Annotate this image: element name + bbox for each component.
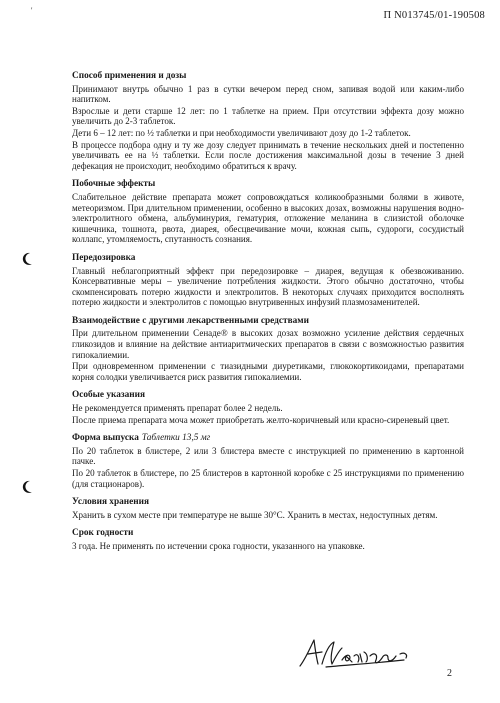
section-interactions <box>72 316 464 383</box>
paragraph: Дети 6 – 12 лет: по ½ таблетки и при необходимости увеличивают дозу до 1-2 таблеток. <box>72 127 411 138</box>
paragraph: При одновременном применении с тиазидными диуретиками, глюкокортикоидами, препаратами корня солодки увеличивается риск развития гипокалиемии. <box>72 361 464 382</box>
section-heading: Способ применения и дозы <box>72 71 187 81</box>
paragraph: После приема препарата моча может приобретать желто-коричневый или красно-сиреневый цвет. <box>72 414 450 425</box>
section-heading: Условия хранения <box>72 497 150 508</box>
section-heading: Срок годности <box>72 528 134 539</box>
section-heading: Взаимодействие с другими лекарственными средствами <box>72 315 309 326</box>
paragraph: Не рекомендуется применять препарат более 2 недель. <box>72 403 283 414</box>
section-shelf-life <box>72 528 464 551</box>
section-heading: Особые указания <box>72 390 146 401</box>
punch-hole-mark <box>20 252 34 266</box>
paragraph: При длительном применении Сенаде® в высоких дозах возможно усиление действия сердечных гликозидов и влияние на действие антиаритмических препаратов в связи с возможностью развития гипокалиемии. <box>72 328 464 360</box>
handwritten-signature <box>296 636 412 670</box>
paragraph: Взрослые и дети старше 12 лет: по 1 таблетке на прием. При отсутствии эффекта дозу можно увеличить до 2-3 таблеток. <box>72 105 464 127</box>
paragraph: Принимают внутрь обычно 1 раз в сутки вечером перед сном, запивая водой или каким-либо напитком. <box>72 83 464 105</box>
page-number: 2 <box>447 668 452 679</box>
section-heading <box>72 433 464 444</box>
section-subheading: Таблетки 13,5 мг <box>141 433 211 444</box>
punch-hole-mark <box>20 480 34 494</box>
section-dosage <box>72 71 464 171</box>
section-heading: Побочные эффекты <box>72 179 156 190</box>
section-special-notes <box>72 390 464 425</box>
paragraph: Главный неблагоприятный эффект при передозировке – диарея, ведущая к обезвоживанию. Консервативные меры – увеличение потребления жидкости. Этого обычно достаточно, чтобы скомпенсировать потерю жидкости и электролитов. В некоторых случаях приходится восполнять потерю жидкости и электролитов с помощью внутривенных инфузий плазмозаменителей. <box>72 265 464 308</box>
section-overdose <box>72 253 464 308</box>
paragraph: 3 года. Не применять по истечении срока годности, указанного на упаковке. <box>72 540 365 551</box>
instruction-body <box>72 71 464 560</box>
paragraph: Хранить в сухом месте при температуре не выше 30°С. Хранить в местах, недоступных детям. <box>72 509 438 520</box>
registration-number: П N013745/01-190508 <box>383 10 485 21</box>
section-heading-text: Форма выпуска <box>72 433 139 444</box>
scan-tick-mark: ' <box>31 6 33 15</box>
paragraph: Слабительное действие препарата может сопровождаться коликообразными болями в животе, метеоризмом. При длительном применении, особенно в высоких дозах, возможны нарушения водно-электролитного обмена, альбуминурия, гематурия, отложение меланина в слизистой оболочке кишечника, тошнота, рвота, диарея, обесцвечивание мочи, кожная сыпь, судороги, сосудистый коллапс, утомляемость, спутанность сознания. <box>72 191 464 245</box>
section-side-effects <box>72 179 464 245</box>
paragraph: По 20 таблеток в блистере, по 25 блистеров в картонной коробке с 25 инструкциями по применению (для стационаров). <box>72 468 464 489</box>
section-storage <box>72 497 464 520</box>
paragraph: По 20 таблеток в блистере, 2 или 3 блистера вместе с инструкцией по применению в картонной пачке. <box>72 445 464 467</box>
paragraph: В процессе подбора одну и ту же дозу следует принимать в течение нескольких дней и постепенно увеличивать ее на ½ таблетки. Если после достижения максимальной дозы в течение 3 дней дефекация не происходит, необходимо обратиться к врачу. <box>72 139 464 171</box>
section-release-form <box>72 433 464 489</box>
section-heading: Передозировка <box>72 252 136 263</box>
